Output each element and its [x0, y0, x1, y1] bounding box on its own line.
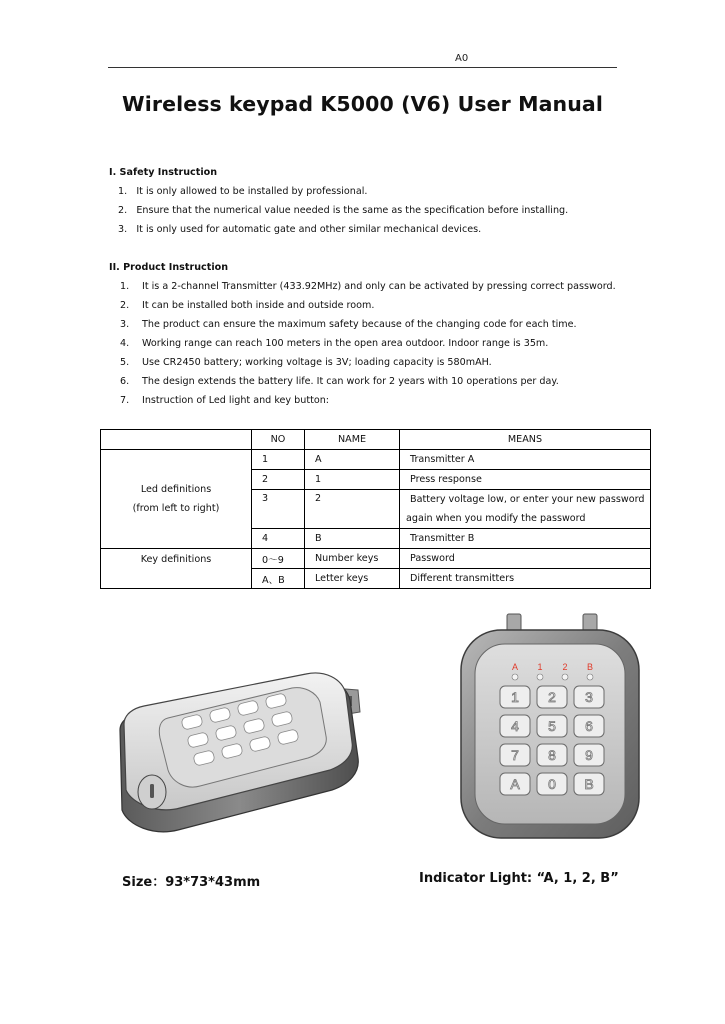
keypad-key-label: 7	[511, 747, 519, 763]
product-item	[120, 281, 616, 292]
product-item	[120, 338, 548, 349]
item-number: 6.	[120, 376, 130, 387]
table-header: MEANS	[400, 430, 651, 450]
table-cell: A	[305, 450, 400, 470]
product-item	[120, 357, 492, 368]
table-cell: A、B	[252, 569, 305, 589]
keypad-key-label: 5	[548, 718, 556, 734]
item-number: 2.	[120, 300, 130, 311]
item-number: 3.	[120, 319, 130, 330]
led-b-indicator	[587, 674, 593, 680]
document-title: Wireless keypad K5000 (V6) User Manual	[122, 92, 603, 116]
keypad-key-label: 0	[548, 776, 556, 792]
table-row	[101, 549, 651, 569]
table-cell: 2	[305, 490, 400, 529]
item-text: Ensure that the numerical value needed is the same as the specification before installing.	[136, 205, 569, 216]
keypad-key-label: 2	[548, 689, 556, 705]
keypad-key-label: 1	[511, 689, 519, 705]
led-1-indicator	[537, 674, 543, 680]
item-number: 7.	[120, 395, 130, 406]
item-text: It is only allowed to be installed by professional.	[136, 186, 368, 197]
safety-heading: I. Safety Instruction	[109, 167, 218, 178]
keypad-key-label: 9	[585, 747, 593, 763]
product-item	[120, 376, 559, 387]
item-text: Instruction of Led light and key button:	[142, 395, 330, 406]
table-cell: B	[305, 529, 400, 549]
item-number: 5.	[120, 357, 130, 368]
item-text: The product can ensure the maximum safety because of the changing code for each time.	[142, 319, 577, 330]
safety-item	[118, 186, 367, 197]
item-text: It is a 2-channel Transmitter (433.92MHz) and only can be activated by pressing correct password.	[142, 281, 616, 292]
item-text: It is only used for automatic gate and other similar mechanical devices.	[136, 224, 482, 235]
key-group-cell	[101, 549, 252, 589]
keypad-front-illustration	[455, 612, 645, 842]
product-item	[120, 300, 374, 311]
key-group-label: Key definitions	[140, 554, 212, 565]
page-label: A0	[455, 53, 469, 64]
led-label-1: 1	[537, 662, 543, 672]
table-cell: Transmitter B	[400, 529, 651, 549]
item-text: Use CR2450 battery; working voltage is 3V; loading capacity is 580mAH.	[142, 357, 492, 368]
led-a-indicator	[512, 674, 518, 680]
size-caption: Size：93*73*43mm	[122, 875, 261, 890]
table-cell: Battery voltage low, or enter your new password	[400, 490, 651, 510]
product-heading: II. Product Instruction	[109, 262, 229, 273]
table-cell: Letter keys	[305, 569, 400, 589]
item-text: Working range can reach 100 meters in the open area outdoor. Indoor range is 35m.	[142, 338, 549, 349]
table-cell: 3	[252, 490, 305, 529]
item-number: 1.	[120, 281, 130, 292]
led-label-a: A	[511, 662, 519, 672]
keypad-key-label: 6	[585, 718, 593, 734]
item-text: The design extends the battery life. It can work for 2 years with 10 operations per day.	[142, 376, 559, 387]
table-cell: 1	[252, 450, 305, 470]
led-label-b: B	[586, 662, 594, 672]
table-cell: Transmitter A	[400, 450, 651, 470]
item-number: 4.	[120, 338, 130, 349]
table-cell: 0～9	[252, 549, 305, 569]
safety-item	[118, 205, 568, 216]
product-item	[120, 319, 577, 330]
led-group-label: Led definitions	[140, 484, 212, 495]
led-group-cell	[101, 450, 252, 549]
item-number: 1.	[118, 186, 128, 197]
definitions-table	[100, 429, 651, 589]
keypad-key-label: A	[510, 776, 520, 792]
table-header: NAME	[305, 430, 400, 450]
keypad-key-label: 8	[548, 747, 556, 763]
table-cell: Password	[400, 549, 651, 569]
table-row	[101, 450, 651, 470]
keypad-key-label: B	[584, 776, 594, 792]
table-header-empty	[101, 430, 252, 450]
table-cell: Number keys	[305, 549, 400, 569]
item-number: 2.	[118, 205, 128, 216]
led-group-sublabel: (from left to right)	[132, 503, 220, 514]
table-cell: again when you modify the password	[400, 509, 651, 529]
table-cell: 2	[252, 470, 305, 490]
table-cell: 1	[305, 470, 400, 490]
led-label-2: 2	[562, 662, 568, 672]
led-2-indicator	[562, 674, 568, 680]
safety-item	[118, 224, 481, 235]
table-cell: Different transmitters	[400, 569, 651, 589]
keypad-perspective-illustration	[110, 660, 370, 840]
header-rule	[108, 67, 617, 68]
product-item	[120, 395, 329, 406]
item-text: It can be installed both inside and outside room.	[142, 300, 375, 311]
item-number: 3.	[118, 224, 128, 235]
table-cell: Press response	[400, 470, 651, 490]
table-header-row	[101, 430, 651, 450]
keypad-key-label: 4	[511, 718, 519, 734]
table-header: NO	[252, 430, 305, 450]
table-cell: 4	[252, 529, 305, 549]
indicator-caption: Indicator Light: “A, 1, 2, B”	[419, 871, 619, 886]
keypad-key-label: 3	[585, 689, 593, 705]
